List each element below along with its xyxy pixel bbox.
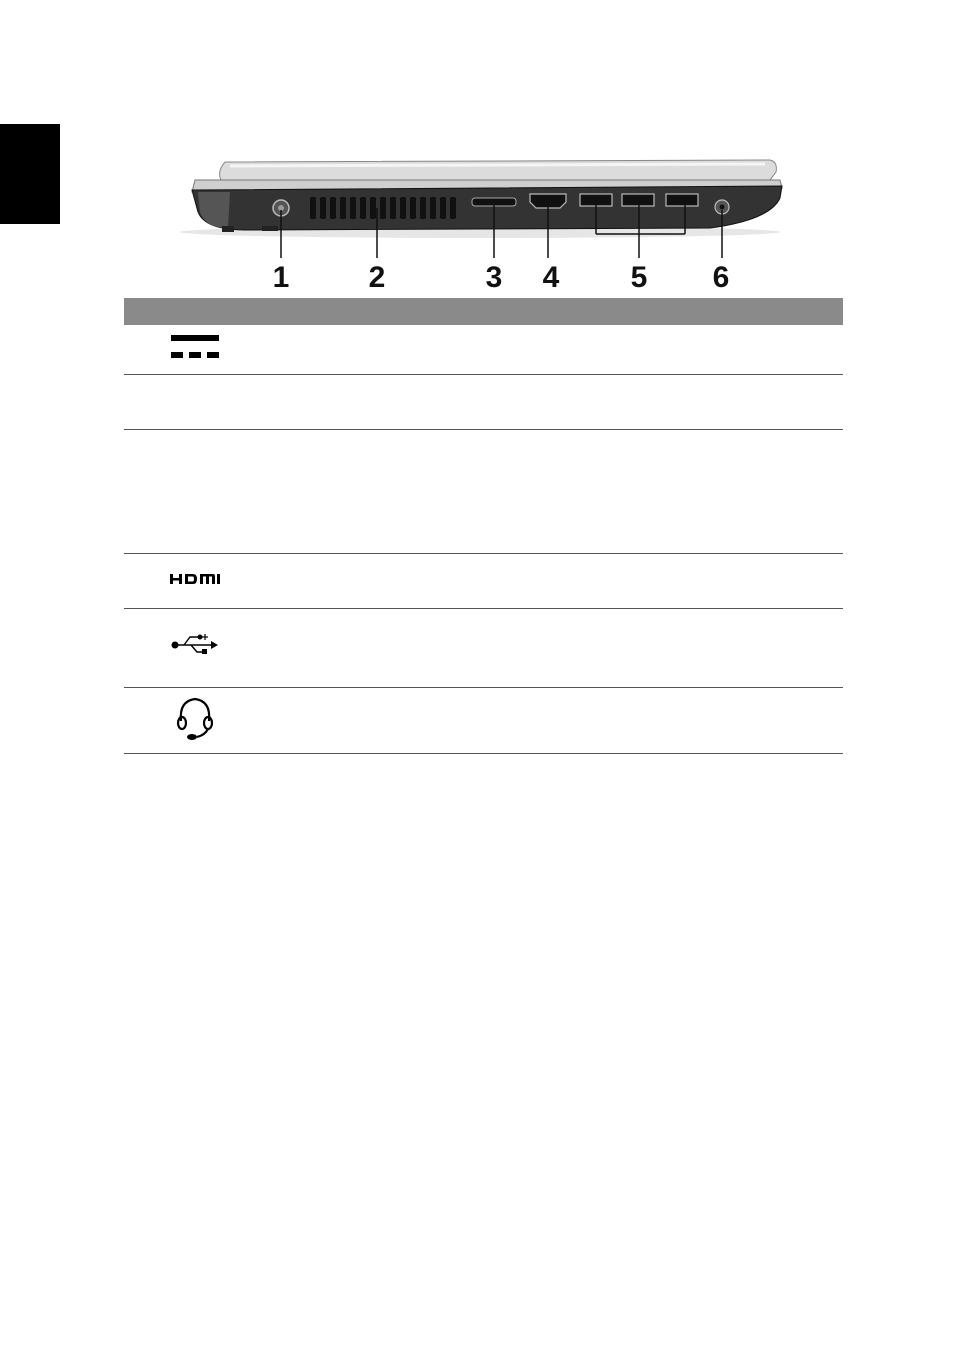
usb-icon bbox=[171, 633, 219, 657]
laptop-left-view-figure bbox=[150, 150, 810, 295]
laptop-left-view-illustration bbox=[150, 150, 810, 295]
chapter-side-tab bbox=[0, 124, 60, 224]
callout-3: 3 bbox=[485, 261, 503, 294]
table-header bbox=[124, 298, 843, 325]
callout-1: 1 bbox=[272, 261, 290, 294]
headset-icon bbox=[175, 695, 215, 741]
table-row bbox=[124, 374, 843, 429]
table-row bbox=[124, 687, 843, 753]
table-row bbox=[124, 325, 843, 374]
hdmi-icon bbox=[170, 573, 220, 585]
table-row bbox=[124, 553, 843, 608]
table-header-row bbox=[124, 298, 843, 325]
table-row bbox=[124, 429, 843, 553]
callout-2: 2 bbox=[368, 261, 386, 294]
dc-power-icon bbox=[171, 333, 219, 361]
table-row bbox=[124, 608, 843, 687]
callout-5: 5 bbox=[630, 261, 648, 294]
callout-6: 6 bbox=[712, 261, 730, 294]
ports-table bbox=[124, 298, 843, 754]
callout-4: 4 bbox=[542, 261, 560, 294]
